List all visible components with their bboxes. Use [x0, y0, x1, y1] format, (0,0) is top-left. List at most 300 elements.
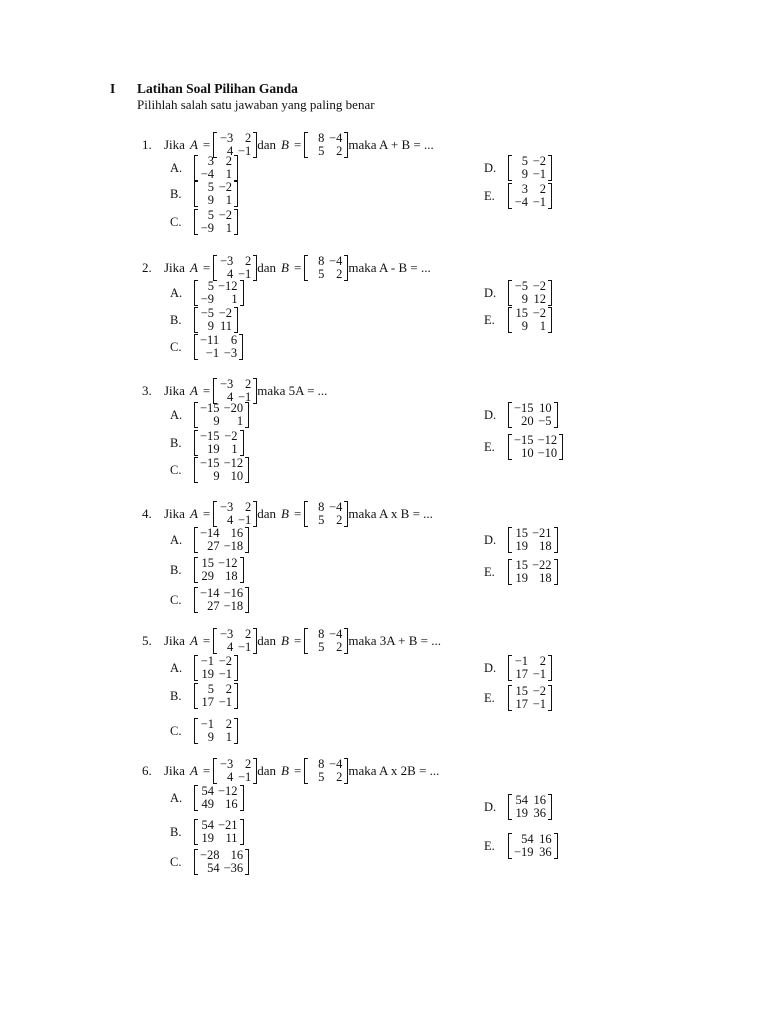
matrix-cell: 19: [515, 571, 528, 585]
option-matrix: [194, 718, 238, 744]
section-number: I: [110, 81, 116, 96]
matrix-cell: 2: [245, 627, 252, 641]
matrix-cell: 2: [336, 144, 343, 158]
matrix-cell: −1: [532, 167, 546, 181]
matrix-cell: −9: [200, 292, 214, 306]
matrix-cell: 5: [318, 144, 325, 158]
matrix-cell: 1: [225, 193, 232, 207]
option-matrix: [194, 819, 244, 845]
matrix-cell: −1: [237, 267, 252, 281]
question-text: Jika: [164, 633, 185, 648]
matrix-cell: −12: [218, 279, 238, 293]
matrix-cell: −4: [329, 500, 343, 514]
matrix-cell: 18: [539, 539, 552, 553]
matrix-cell: 2: [225, 717, 232, 731]
answer-option-e[interactable]: [484, 685, 552, 711]
matrix-cell: 2: [336, 267, 343, 281]
matrix-cell: −1: [532, 697, 546, 711]
matrix-cell: 18: [225, 569, 238, 583]
matrix-cell: −1: [205, 346, 220, 360]
matrix-cell: −1: [532, 195, 546, 209]
option-label: B.: [170, 562, 182, 577]
question-text: maka 5A = ...: [257, 383, 328, 398]
option-matrix: [194, 849, 249, 875]
question-text: maka A x 2B = ...: [348, 763, 440, 778]
answer-option-b[interactable]: [170, 819, 244, 845]
matrix-cell: −4: [200, 167, 214, 181]
matrix-variable: A: [189, 260, 198, 275]
section-subtitle: Pilihlah salah satu jawaban yang paling benar: [137, 97, 375, 112]
matrix-cell: 12: [533, 292, 546, 306]
matrix-cell: 4: [227, 267, 234, 281]
matrix-cell: 27: [207, 599, 220, 613]
equals-sign: =: [293, 633, 302, 648]
question-text: Jika: [164, 137, 185, 152]
option-matrix: [194, 587, 249, 613]
equals-sign: =: [293, 763, 302, 778]
matrix-cell: 36: [533, 806, 546, 820]
option-label: E.: [484, 188, 495, 203]
option-matrix: [508, 307, 552, 333]
matrix-cell: 20: [521, 414, 534, 428]
matrix-cell: −12: [223, 456, 244, 470]
matrix-cell: 5: [318, 267, 325, 281]
answer-option-c[interactable]: [170, 849, 249, 875]
option-matrix: [194, 557, 244, 583]
matrix-cell: 5: [318, 770, 325, 784]
matrix-cell: −14: [200, 586, 220, 600]
matrix-cell: 5: [318, 513, 325, 527]
option-label: A.: [170, 160, 183, 175]
matrix-cell: 8: [318, 627, 325, 641]
matrix-cell: −3: [219, 254, 234, 268]
matrix-cell: 17: [201, 695, 214, 709]
matrix-cell: −2: [218, 654, 232, 668]
question-number: 5.: [142, 633, 152, 648]
matrix-cell: 27: [207, 539, 220, 553]
answer-option-a[interactable]: [170, 655, 238, 681]
matrix-cell: 1: [236, 414, 244, 428]
matrix-cell: 17: [515, 697, 528, 711]
matrix-cell: 15: [515, 526, 528, 540]
option-label: E.: [484, 312, 495, 327]
matrix-cell: 9: [521, 319, 528, 333]
matrix-cell: 2: [225, 154, 232, 168]
matrix-cell: −4: [514, 195, 528, 209]
matrix-b: [304, 628, 348, 654]
matrix-cell: −1: [237, 640, 252, 654]
matrix-cell: 2: [245, 254, 252, 268]
option-matrix: [508, 155, 552, 181]
question-text: maka A x B = ...: [348, 506, 433, 521]
option-label: B.: [170, 186, 182, 201]
matrix-cell: 1: [225, 730, 232, 744]
matrix-cell: −18: [223, 539, 244, 553]
matrix-a: [213, 501, 257, 527]
matrix-variable: B: [281, 137, 289, 152]
answer-option-c[interactable]: [170, 457, 249, 483]
matrix-cell: −1: [237, 390, 252, 404]
option-label: A.: [170, 407, 183, 422]
option-matrix: [508, 685, 552, 711]
matrix-cell: 17: [515, 667, 528, 681]
matrix-cell: 8: [318, 500, 325, 514]
matrix-cell: −14: [200, 526, 220, 540]
matrix-cell: 2: [336, 640, 343, 654]
matrix-cell: −1: [237, 144, 252, 158]
option-matrix: [508, 833, 558, 859]
answer-option-a[interactable]: [170, 785, 244, 811]
answer-option-a[interactable]: [170, 402, 249, 428]
matrix-a: [213, 255, 257, 281]
matrix-cell: −5: [514, 279, 528, 293]
matrix-cell: 54: [515, 793, 528, 807]
matrix-cell: 49: [201, 797, 214, 811]
option-matrix: [194, 457, 249, 483]
answer-option-c[interactable]: [170, 334, 243, 360]
matrix-cell: −2: [532, 279, 546, 293]
matrix-cell: 4: [227, 640, 234, 654]
matrix-cell: 9: [521, 167, 528, 181]
equals-sign: =: [202, 763, 211, 778]
equals-sign: =: [202, 633, 211, 648]
option-label: E.: [484, 838, 495, 853]
matrix-cell: 15: [201, 556, 214, 570]
matrix-cell: 18: [539, 571, 552, 585]
question-stem: [142, 758, 442, 784]
option-label: E.: [484, 690, 495, 705]
matrix-b: [304, 132, 348, 158]
matrix-cell: 8: [318, 757, 325, 771]
answer-option-a[interactable]: [170, 527, 249, 553]
option-label: C.: [170, 854, 182, 869]
matrix-cell: 5: [207, 208, 214, 222]
matrix-variable: A: [189, 506, 198, 521]
option-matrix: [194, 155, 238, 181]
option-matrix: [194, 430, 244, 456]
section-title: Latihan Soal Pilihan Ganda: [137, 81, 298, 96]
matrix-cell: −2: [532, 306, 546, 320]
matrix-cell: 15: [515, 558, 528, 572]
matrix-cell: 19: [207, 442, 220, 456]
option-label: B.: [170, 688, 182, 703]
matrix-b: [304, 758, 348, 784]
matrix-cell: 16: [533, 793, 546, 807]
matrix-cell: 5: [207, 279, 214, 293]
matrix-cell: 11: [219, 319, 232, 333]
option-label: A.: [170, 285, 183, 300]
matrix-cell: −16: [223, 586, 244, 600]
matrix-cell: −5: [538, 414, 552, 428]
matrix-cell: 15: [515, 684, 528, 698]
answer-option-c[interactable]: [170, 587, 249, 613]
matrix-cell: −15: [200, 429, 220, 443]
question-number: 6.: [142, 763, 152, 778]
option-label: A.: [170, 790, 183, 805]
option-label: A.: [170, 532, 183, 547]
matrix-cell: −2: [218, 306, 232, 320]
matrix-variable: A: [189, 137, 198, 152]
matrix-cell: 1: [225, 221, 232, 235]
matrix-cell: 2: [245, 377, 252, 391]
answer-option-c[interactable]: [170, 718, 238, 744]
answer-option-e[interactable]: [484, 183, 552, 209]
option-label: D.: [484, 532, 497, 547]
matrix-cell: −22: [532, 558, 552, 572]
matrix-cell: −15: [514, 401, 534, 415]
matrix-cell: −4: [329, 254, 343, 268]
option-matrix: [194, 402, 249, 428]
question-text: maka 3A + B = ...: [348, 633, 441, 648]
question-text: Jika: [164, 506, 185, 521]
answer-option-b[interactable]: [170, 430, 244, 456]
question-text: dan: [257, 137, 277, 152]
matrix-cell: −4: [329, 757, 343, 771]
matrix-cell: −11: [200, 333, 220, 347]
matrix-cell: 9: [207, 730, 214, 744]
answer-option-a[interactable]: [170, 155, 238, 181]
matrix-a: [213, 628, 257, 654]
answer-option-e[interactable]: [484, 559, 558, 585]
matrix-cell: −12: [218, 556, 238, 570]
matrix-cell: 5: [318, 640, 325, 654]
matrix-cell: −3: [219, 500, 234, 514]
matrix-b: [304, 255, 348, 281]
matrix-cell: 54: [201, 784, 214, 798]
matrix-cell: 2: [336, 770, 343, 784]
question-text: dan: [257, 260, 277, 275]
matrix-cell: 5: [207, 180, 214, 194]
option-label: D.: [484, 799, 497, 814]
matrix-cell: 36: [539, 845, 552, 859]
matrix-cell: −1: [237, 770, 252, 784]
question-text: dan: [257, 506, 277, 521]
matrix-cell: −5: [200, 306, 214, 320]
option-matrix: [194, 655, 238, 681]
matrix-cell: 10: [521, 446, 534, 460]
equals-sign: =: [202, 506, 211, 521]
question-number: 1.: [142, 137, 152, 152]
option-label: C.: [170, 592, 182, 607]
matrix-cell: 9: [521, 292, 528, 306]
matrix-b: [304, 501, 348, 527]
option-label: B.: [170, 824, 182, 839]
matrix-cell: −12: [218, 784, 238, 798]
matrix-cell: 16: [225, 797, 238, 811]
question-text: maka A - B = ...: [348, 260, 431, 275]
option-label: E.: [484, 439, 495, 454]
matrix-cell: −9: [200, 221, 214, 235]
option-label: D.: [484, 285, 497, 300]
option-matrix: [508, 559, 558, 585]
answer-option-d[interactable]: [484, 280, 552, 306]
question-text: Jika: [164, 383, 185, 398]
answer-option-e[interactable]: [484, 833, 558, 859]
matrix-cell: 19: [201, 831, 214, 845]
answer-option-e[interactable]: [484, 434, 563, 460]
matrix-cell: −1: [218, 695, 232, 709]
answer-option-b[interactable]: [170, 557, 244, 583]
matrix-cell: −3: [219, 757, 234, 771]
matrix-cell: 54: [207, 861, 220, 875]
matrix-cell: −19: [514, 845, 534, 859]
matrix-cell: 54: [201, 818, 214, 832]
matrix-variable: B: [281, 763, 289, 778]
answer-option-c[interactable]: [170, 209, 238, 235]
matrix-cell: 9: [213, 469, 220, 483]
question-stem: [142, 501, 436, 527]
matrix-cell: 3: [521, 182, 528, 196]
option-matrix: [508, 527, 558, 553]
equals-sign: =: [293, 506, 302, 521]
matrix-cell: −28: [200, 848, 220, 862]
matrix-cell: 2: [539, 182, 546, 196]
option-matrix: [194, 527, 249, 553]
matrix-variable: B: [281, 260, 289, 275]
matrix-cell: −15: [200, 456, 220, 470]
matrix-cell: 2: [336, 513, 343, 527]
matrix-cell: −36: [223, 861, 244, 875]
answer-option-d[interactable]: [484, 402, 558, 428]
matrix-variable: A: [189, 383, 198, 398]
matrix-variable: A: [189, 633, 198, 648]
matrix-cell: −15: [514, 433, 534, 447]
matrix-cell: 54: [521, 832, 534, 846]
matrix-cell: 10: [230, 469, 244, 483]
option-matrix: [194, 307, 238, 333]
option-label: C.: [170, 462, 182, 477]
option-matrix: [194, 683, 238, 709]
matrix-cell: 9: [207, 193, 214, 207]
option-label: C.: [170, 339, 182, 354]
matrix-cell: −1: [218, 667, 232, 681]
matrix-cell: 16: [230, 848, 244, 862]
question-stem: [142, 628, 444, 654]
matrix-cell: −1: [532, 667, 546, 681]
answer-option-b[interactable]: [170, 181, 238, 207]
matrix-cell: −12: [537, 433, 558, 447]
equals-sign: =: [202, 260, 211, 275]
answer-option-b[interactable]: [170, 683, 238, 709]
matrix-cell: −3: [219, 627, 234, 641]
matrix-cell: 2: [245, 757, 252, 771]
option-label: D.: [484, 407, 497, 422]
matrix-cell: 5: [521, 154, 528, 168]
option-label: E.: [484, 564, 495, 579]
question-number: 3.: [142, 383, 152, 398]
option-matrix: [508, 402, 558, 428]
matrix-cell: 9: [213, 414, 220, 428]
matrix-cell: −1: [200, 717, 214, 731]
equals-sign: =: [202, 137, 211, 152]
matrix-cell: 19: [515, 539, 528, 553]
matrix-cell: 2: [225, 682, 232, 696]
option-label: C.: [170, 214, 182, 229]
question-stem: [142, 255, 434, 281]
matrix-cell: 19: [201, 667, 214, 681]
option-matrix: [194, 280, 244, 306]
option-matrix: [508, 280, 552, 306]
matrix-cell: −20: [223, 401, 244, 415]
question-text: dan: [257, 633, 277, 648]
matrix-cell: −2: [224, 429, 238, 443]
equals-sign: =: [293, 260, 302, 275]
question-text: maka A + B = ...: [348, 137, 434, 152]
matrix-cell: −2: [218, 180, 232, 194]
matrix-cell: −2: [532, 154, 546, 168]
matrix-cell: −1: [200, 654, 214, 668]
matrix-cell: 8: [318, 131, 325, 145]
matrix-cell: 1: [225, 167, 232, 181]
matrix-cell: −4: [329, 627, 343, 641]
option-matrix: [194, 785, 244, 811]
matrix-cell: 4: [227, 390, 234, 404]
matrix-cell: 9: [207, 319, 214, 333]
matrix-cell: −2: [532, 684, 546, 698]
option-label: D.: [484, 160, 497, 175]
option-matrix: [508, 183, 552, 209]
matrix-cell: 2: [245, 131, 252, 145]
matrix-cell: 2: [245, 500, 252, 514]
matrix-cell: 1: [231, 442, 238, 456]
answer-option-b[interactable]: [170, 307, 238, 333]
matrix-variable: B: [281, 506, 289, 521]
question-text: dan: [257, 763, 277, 778]
question-text: Jika: [164, 763, 185, 778]
option-label: C.: [170, 723, 182, 738]
matrix-cell: 6: [230, 333, 238, 347]
question-text: Jika: [164, 260, 185, 275]
matrix-cell: 8: [318, 254, 325, 268]
matrix-cell: 4: [227, 770, 234, 784]
matrix-cell: −3: [219, 131, 234, 145]
matrix-cell: 11: [225, 831, 238, 845]
matrix-cell: 1: [231, 292, 238, 306]
matrix-cell: 10: [539, 401, 552, 415]
matrix-cell: 16: [230, 526, 244, 540]
question-number: 4.: [142, 506, 152, 521]
answer-option-d[interactable]: [484, 794, 552, 820]
option-matrix: [194, 334, 243, 360]
answer-option-d[interactable]: [484, 527, 558, 553]
answer-option-d[interactable]: [484, 155, 552, 181]
matrix-cell: 3: [207, 154, 214, 168]
option-matrix: [508, 655, 552, 681]
matrix-cell: 4: [227, 144, 234, 158]
matrix-cell: 5: [207, 682, 214, 696]
matrix-cell: −1: [237, 513, 252, 527]
matrix-cell: −3: [223, 346, 238, 360]
matrix-cell: 16: [539, 832, 552, 846]
equals-sign: =: [293, 137, 302, 152]
matrix-cell: 1: [539, 319, 546, 333]
option-matrix: [508, 794, 552, 820]
answer-option-a[interactable]: [170, 280, 244, 306]
answer-option-d[interactable]: [484, 655, 552, 681]
option-label: A.: [170, 660, 183, 675]
option-matrix: [194, 181, 238, 207]
matrix-cell: −1: [514, 654, 528, 668]
matrix-cell: 29: [201, 569, 214, 583]
option-matrix: [194, 209, 238, 235]
matrix-cell: 15: [515, 306, 528, 320]
matrix-a: [213, 758, 257, 784]
answer-option-e[interactable]: [484, 307, 552, 333]
matrix-cell: −3: [219, 377, 234, 391]
matrix-variable: A: [189, 763, 198, 778]
question-number: 2.: [142, 260, 152, 275]
matrix-cell: 19: [515, 806, 528, 820]
